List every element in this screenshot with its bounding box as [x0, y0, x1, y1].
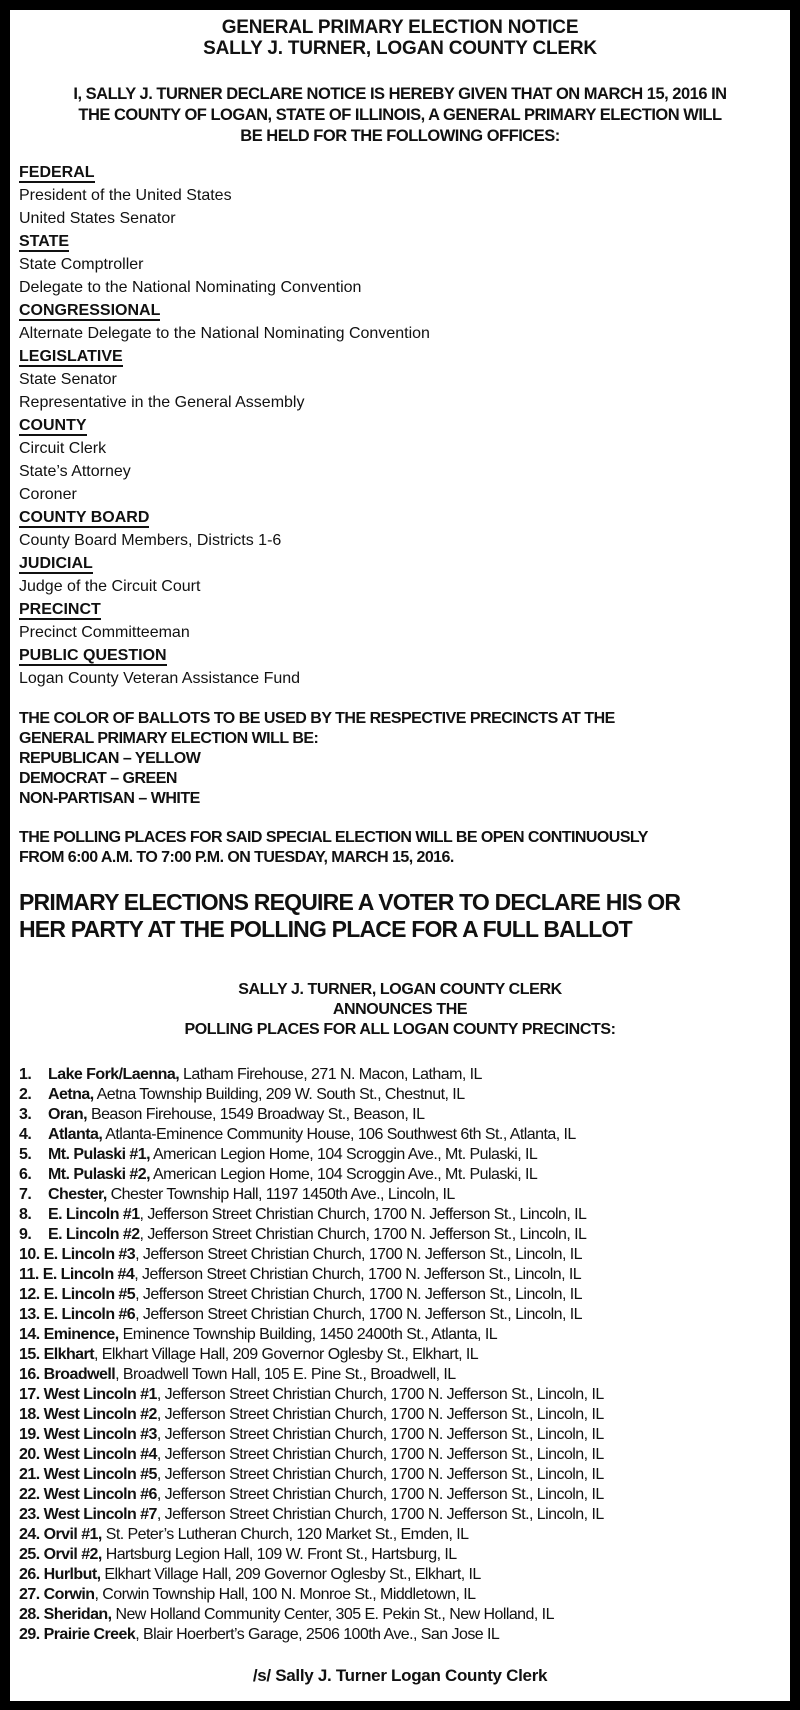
- polling-place: Chester Township Hall, 1197 1450th Ave., Lincoln, IL: [106, 1186, 455, 1203]
- precinct-row: [19, 1365, 789, 1385]
- precinct-row: [19, 1465, 789, 1485]
- polling-place: , Jefferson Street Christian Church, 1700 N. Jefferson St., Lincoln, IL: [139, 1206, 587, 1223]
- polling-hours-line: THE POLLING PLACES FOR SAID SPECIAL ELECTION WILL BE OPEN CONTINUOUSLY: [19, 829, 648, 846]
- polling-place: , Jefferson Street Christian Church, 1700 N. Jefferson St., Lincoln, IL: [135, 1286, 582, 1303]
- precinct-name: West Lincoln #5: [43, 1466, 157, 1483]
- precinct-name: E. Lincoln #1: [48, 1206, 140, 1223]
- precinct-row: [19, 1505, 789, 1525]
- declaration-line: PRIMARY ELECTIONS REQUIRE A VOTER TO DECLARE HIS OR: [19, 889, 681, 915]
- notice-title: [10, 17, 790, 59]
- precinct-name: Aetna,: [48, 1086, 94, 1103]
- precinct-number: 26.: [19, 1566, 40, 1583]
- precinct-row: [19, 1485, 789, 1505]
- precinct-row: [19, 1165, 789, 1185]
- polling-place: , Jefferson Street Christian Church, 1700 N. Jefferson St., Lincoln, IL: [135, 1306, 582, 1323]
- precinct-number: 3.: [19, 1106, 32, 1123]
- office-category-label: CONGRESSIONAL: [19, 302, 161, 319]
- office-item: Logan County Veteran Assistance Fund: [19, 670, 301, 687]
- precinct-number: 7.: [19, 1186, 32, 1203]
- precinct-name: Elkhart: [43, 1346, 94, 1363]
- office-item: County Board Members, Districts 1-6: [19, 532, 282, 549]
- precinct-name: Orvil #2,: [43, 1546, 102, 1563]
- office-category: [19, 161, 619, 184]
- polling-place: St. Peter’s Lutheran Church, 120 Market St., Emden, IL: [101, 1526, 469, 1543]
- office-category-label: JUDICIAL: [19, 555, 93, 572]
- office-category: [19, 299, 619, 322]
- precinct-number: 14.: [19, 1326, 40, 1343]
- polling-places-heading: [10, 980, 790, 1040]
- office-category-label: FEDERAL: [19, 164, 95, 181]
- office-category: [19, 345, 619, 368]
- office-category-label: PUBLIC QUESTION: [19, 647, 167, 664]
- precinct-name: West Lincoln #7: [43, 1506, 157, 1523]
- precinct-name: West Lincoln #2: [43, 1406, 157, 1423]
- declaration-line: HER PARTY AT THE POLLING PLACE FOR A FULL BALLOT: [19, 916, 632, 942]
- signature: /s/ Sally J. Turner Logan County Clerk: [252, 1666, 548, 1685]
- precinct-name: Mt. Pulaski #1,: [48, 1146, 151, 1163]
- precinct-row: [19, 1285, 789, 1305]
- office-item: Representative in the General Assembly: [19, 394, 305, 411]
- precinct-name: Corwin: [43, 1586, 95, 1603]
- polling-place: Beason Firehouse, 1549 Broadway St., Beason, IL: [87, 1106, 425, 1123]
- precinct-row: [19, 1145, 789, 1165]
- ballot-color-nonpartisan: NON-PARTISAN – WHITE: [19, 790, 200, 807]
- precinct-number: 15.: [19, 1346, 40, 1363]
- precinct-number: 12.: [19, 1286, 40, 1303]
- precinct-name: E. Lincoln #2: [48, 1226, 140, 1243]
- precinct-name: Broadwell: [43, 1366, 116, 1383]
- office-category-label: PRECINCT: [19, 601, 101, 618]
- announce-line: SALLY J. TURNER, LOGAN COUNTY CLERK: [238, 981, 562, 998]
- polling-place: , Jefferson Street Christian Church, 1700 N. Jefferson St., Lincoln, IL: [156, 1486, 604, 1503]
- office-item: Judge of the Circuit Court: [19, 578, 201, 595]
- office-category: [19, 552, 619, 575]
- precinct-row: [19, 1345, 789, 1365]
- title-line: SALLY J. TURNER, LOGAN COUNTY CLERK: [203, 38, 597, 59]
- precinct-number: 13.: [19, 1306, 40, 1323]
- precinct-name: Sheridan,: [43, 1606, 112, 1623]
- office-category-label: COUNTY BOARD: [19, 509, 150, 526]
- precinct-row: [19, 1305, 789, 1325]
- ballot-colors-line: GENERAL PRIMARY ELECTION WILL BE:: [19, 730, 319, 747]
- polling-place: , Elkhart Village Hall, 209 Governor Oglesby St., Elkhart, IL: [94, 1346, 479, 1363]
- office-category-label: STATE: [19, 233, 70, 250]
- precinct-name: West Lincoln #4: [43, 1446, 157, 1463]
- precinct-number: 1.: [19, 1066, 32, 1083]
- office-item: State’s Attorney: [19, 463, 131, 480]
- polling-place: , Jefferson Street Christian Church, 1700 N. Jefferson St., Lincoln, IL: [156, 1506, 604, 1523]
- precinct-number: 2.: [19, 1086, 32, 1103]
- office-category: [19, 230, 619, 253]
- polling-place: , Jefferson Street Christian Church, 1700 N. Jefferson St., Lincoln, IL: [139, 1226, 587, 1243]
- precinct-row: [19, 1445, 789, 1465]
- polling-place: , Jefferson Street Christian Church, 1700 N. Jefferson St., Lincoln, IL: [156, 1446, 604, 1463]
- precinct-row: [19, 1625, 789, 1645]
- precinct-number: 6.: [19, 1166, 32, 1183]
- precinct-name: West Lincoln #6: [43, 1486, 157, 1503]
- precinct-number: 20.: [19, 1446, 40, 1463]
- precinct-name: Mt. Pulaski #2,: [48, 1166, 151, 1183]
- precinct-row: [19, 1185, 789, 1205]
- intro-line: BE HELD FOR THE FOLLOWING OFFICES:: [240, 127, 560, 145]
- precinct-row: [19, 1265, 789, 1285]
- precinct-row: [19, 1585, 789, 1605]
- polling-hours: [19, 828, 794, 868]
- ballot-colors: [19, 709, 789, 809]
- precinct-number: 11.: [19, 1266, 39, 1283]
- precinct-name: E. Lincoln #3: [43, 1246, 136, 1263]
- offices-list: [19, 161, 619, 690]
- precinct-number: 19.: [19, 1426, 40, 1443]
- office-item: State Senator: [19, 371, 117, 388]
- precinct-number: 4.: [19, 1126, 32, 1143]
- office-category: [19, 644, 619, 667]
- polling-place: Hartsburg Legion Hall, 109 W. Front St., Hartsburg, IL: [101, 1546, 457, 1563]
- precinct-row: [19, 1245, 789, 1265]
- precinct-row: [19, 1125, 789, 1145]
- ballot-color-democrat: DEMOCRAT – GREEN: [19, 770, 177, 787]
- ballot-colors-line: THE COLOR OF BALLOTS TO BE USED BY THE RESPECTIVE PRECINCTS AT THE: [19, 710, 615, 727]
- precinct-number: 28.: [19, 1606, 40, 1623]
- polling-place: , Blair Hoerbert’s Garage, 2506 100th Ave., San Jose IL: [135, 1626, 500, 1643]
- precinct-row: [19, 1605, 789, 1625]
- election-notice: [10, 10, 790, 1701]
- polling-place: Aetna Township Building, 209 W. South St., Chestnut, IL: [93, 1086, 465, 1103]
- precinct-name: E. Lincoln #6: [43, 1306, 136, 1323]
- precinct-name: Prairie Creek: [43, 1626, 136, 1643]
- title-line: GENERAL PRIMARY ELECTION NOTICE: [221, 17, 579, 38]
- polling-place: , Jefferson Street Christian Church, 1700 N. Jefferson St., Lincoln, IL: [156, 1406, 604, 1423]
- polling-hours-line: FROM 6:00 A.M. TO 7:00 P.M. ON TUESDAY, MARCH 15, 2016.: [19, 849, 454, 866]
- ballot-color-republican: REPUBLICAN – YELLOW: [19, 750, 201, 767]
- polling-place: , Jefferson Street Christian Church, 1700 N. Jefferson St., Lincoln, IL: [156, 1426, 604, 1443]
- office-category-label: LEGISLATIVE: [19, 348, 123, 365]
- office-item: Coroner: [19, 486, 77, 503]
- office-category: [19, 598, 619, 621]
- precinct-row: [19, 1325, 789, 1345]
- office-item: Alternate Delegate to the National Nominating Convention: [19, 325, 430, 342]
- precinct-row: [19, 1425, 789, 1445]
- polling-place: , Jefferson Street Christian Church, 1700 N. Jefferson St., Lincoln, IL: [134, 1266, 582, 1283]
- precinct-number: 24.: [19, 1526, 40, 1543]
- polling-place: , Broadwell Town Hall, 105 E. Pine St., Broadwell, IL: [115, 1366, 456, 1383]
- precinct-row: [19, 1065, 789, 1085]
- precinct-row: [19, 1405, 789, 1425]
- precinct-number: 5.: [19, 1146, 32, 1163]
- polling-place: Eminence Township Building, 1450 2400th St., Atlanta, IL: [118, 1326, 498, 1343]
- precinct-name: E. Lincoln #4: [42, 1266, 135, 1283]
- precinct-row: [19, 1225, 789, 1245]
- polling-place: Atlanta-Eminence Community House, 106 Southwest 6th St., Atlanta, IL: [102, 1126, 576, 1143]
- polling-place: New Holland Community Center, 305 E. Pekin St., New Holland, IL: [111, 1606, 554, 1623]
- precinct-number: 8.: [19, 1206, 32, 1223]
- precinct-name: Atlanta,: [48, 1126, 103, 1143]
- precinct-number: 29.: [19, 1626, 40, 1643]
- precinct-row: [19, 1105, 789, 1125]
- precinct-name: Hurlbut,: [43, 1566, 101, 1583]
- precinct-row: [19, 1085, 789, 1105]
- precinct-number: 10.: [19, 1246, 40, 1263]
- precinct-name: Orvil #1,: [43, 1526, 102, 1543]
- announce-line: ANNOUNCES THE: [332, 1001, 468, 1018]
- precinct-row: [19, 1565, 789, 1585]
- precinct-name: Eminence,: [43, 1326, 119, 1343]
- precinct-number: 17.: [19, 1386, 40, 1403]
- polling-place: Elkhart Village Hall, 209 Governor Oglesby St., Elkhart, IL: [100, 1566, 481, 1583]
- precinct-number: 25.: [19, 1546, 40, 1563]
- office-item: State Comptroller: [19, 256, 144, 273]
- precinct-name: Chester,: [48, 1186, 107, 1203]
- polling-place: , Jefferson Street Christian Church, 1700 N. Jefferson St., Lincoln, IL: [135, 1246, 582, 1263]
- polling-place: American Legion Home, 104 Scroggin Ave., Mt. Pulaski, IL: [150, 1146, 538, 1163]
- intro-paragraph: [16, 84, 784, 147]
- precinct-name: West Lincoln #3: [43, 1426, 157, 1443]
- precinct-name: Lake Fork/Laenna,: [48, 1066, 180, 1083]
- announce-line: POLLING PLACES FOR ALL LOGAN COUNTY PRECINCTS:: [184, 1021, 616, 1038]
- polling-place: , Jefferson Street Christian Church, 1700 N. Jefferson St., Lincoln, IL: [156, 1466, 604, 1483]
- precinct-row: [19, 1205, 789, 1225]
- precinct-number: 21.: [19, 1466, 40, 1483]
- polling-place: American Legion Home, 104 Scroggin Ave., Mt. Pulaski, IL: [150, 1166, 538, 1183]
- precinct-name: E. Lincoln #5: [43, 1286, 136, 1303]
- office-item: United States Senator: [19, 210, 176, 227]
- office-item: President of the United States: [19, 187, 232, 204]
- polling-place: Latham Firehouse, 271 N. Macon, Latham, IL: [179, 1066, 482, 1083]
- party-declaration-notice: [19, 889, 794, 943]
- precinct-number: 27.: [19, 1586, 40, 1603]
- precinct-row: [19, 1545, 789, 1565]
- office-item: Precinct Committeeman: [19, 624, 190, 641]
- precinct-number: 23.: [19, 1506, 40, 1523]
- office-item: Delegate to the National Nominating Convention: [19, 279, 362, 296]
- precinct-number: 22.: [19, 1486, 40, 1503]
- precinct-list: [19, 1065, 789, 1645]
- precinct-row: [19, 1525, 789, 1545]
- intro-line: I, SALLY J. TURNER DECLARE NOTICE IS HEREBY GIVEN THAT ON MARCH 15, 2016 IN: [73, 85, 727, 103]
- office-item: Circuit Clerk: [19, 440, 107, 457]
- polling-place: , Corwin Township Hall, 100 N. Monroe St., Middletown, IL: [94, 1586, 476, 1603]
- office-category: [19, 414, 619, 437]
- precinct-number: 16.: [19, 1366, 40, 1383]
- intro-line: THE COUNTY OF LOGAN, STATE OF ILLINOIS, A GENERAL PRIMARY ELECTION WILL: [78, 106, 722, 124]
- precinct-name: West Lincoln #1: [43, 1386, 157, 1403]
- office-category-label: COUNTY: [19, 417, 87, 434]
- precinct-number: 18.: [19, 1406, 40, 1423]
- precinct-number: 9.: [19, 1226, 32, 1243]
- office-category: [19, 506, 619, 529]
- polling-place: , Jefferson Street Christian Church, 1700 N. Jefferson St., Lincoln, IL: [156, 1386, 604, 1403]
- precinct-name: Oran,: [48, 1106, 88, 1123]
- precinct-row: [19, 1385, 789, 1405]
